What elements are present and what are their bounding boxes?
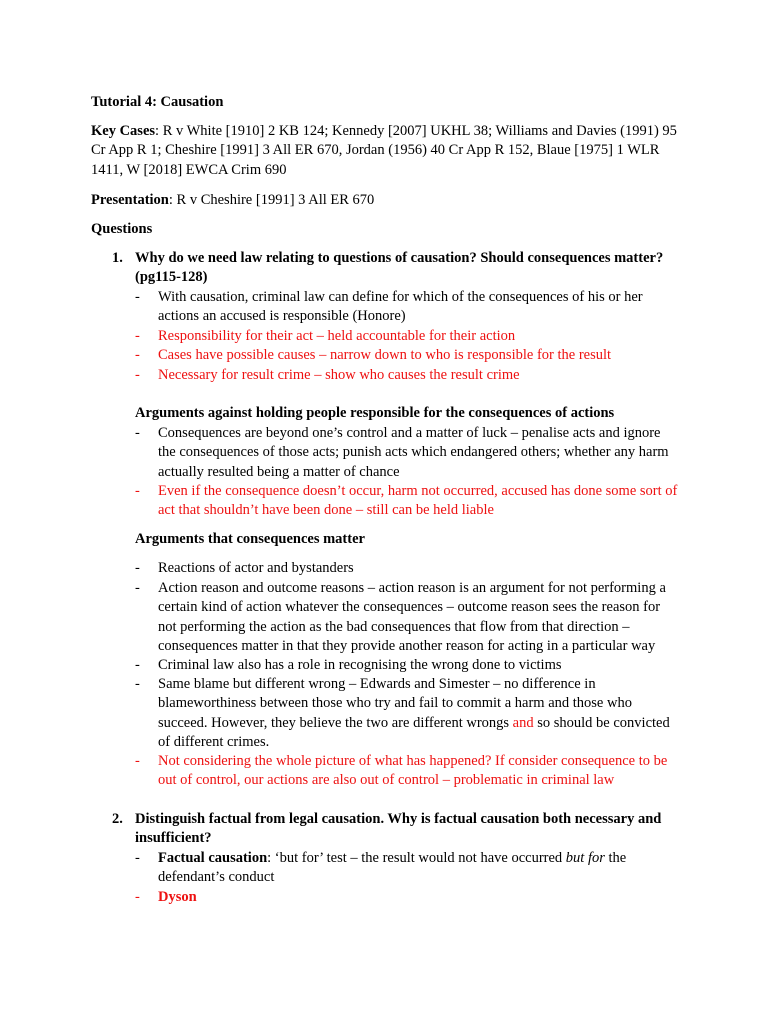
same-blame-tail: so should be convicted of different crimes. [158,714,670,751]
presentation [91,191,691,210]
questions-heading: Questions [91,221,153,237]
bullet-dash: - [135,483,140,499]
bullet-dash: - [135,560,140,576]
factual-causation-label: Factual causation [158,850,268,866]
question-number: 1. [112,250,123,266]
same-blame-text: Same blame but different wrong – Edwards and Simester – no difference in blameworthiness between those who try and fail to commit a harm and those who succeed. However, they believe the two are different wrongs [158,676,632,731]
list-item-text: Criminal law also has a role in recognising the wrong done to victims [158,657,562,673]
list-item-text: Dyson [158,889,197,905]
same-blame-highlight: and [512,714,534,731]
presentation-text: : R v Cheshire [1991] 3 All ER 670 [168,192,375,208]
page-title: Tutorial 4: Causation [91,94,224,110]
factual-causation-text: : ‘but for’ test – the result would not have occurred [267,850,566,866]
key-cases-text: : R v White [1910] 2 KB 124; Kennedy [2007] UKHL 38; Williams and Davies (1991) 95 Cr App R 1; Cheshire [1991] 3 All ER 670, Jordan (1956) 40 Cr App R 152, Blaue [1975] 1 WLR 1411, W [2018] EWCA Crim 690 [91,123,677,178]
key-cases [91,122,691,180]
list-item-text: Necessary for result crime – show who causes the result crime [158,367,520,383]
list-item-text: Action reason and outcome reasons – action reason is an argument for not performing a certain kind of action whatever the consequences – outcome reason sees the reason for not performing the action as the bad consequences that flow from that direction – consequences matter in that they provide another reason for acting in a particular way [158,580,666,655]
bullet-dash: - [135,889,140,905]
list-item-text [158,849,680,888]
bullet-dash: - [135,657,140,673]
bullet-dash: - [135,850,140,866]
list-item-text: Even if the consequence doesn’t occur, harm not occurred, accused has done some sort of act that shouldn’t have been done – still can be held liable [158,483,678,519]
factual-causation-italic: but for [565,850,605,866]
list-item-text: Not considering the whole picture of what has happened? If consider consequence to be out of control, our actions are also out of control – problematic in criminal law [158,753,668,789]
question-text: Distinguish factual from legal causation. Why is factual causation both necessary and insufficient? [135,811,662,847]
bullet-dash: - [135,676,140,692]
bullet-dash: - [135,580,140,596]
question-text: Why do we need law relating to questions of causation? Should consequences matter? (pg115-128) [135,250,664,286]
list-item-text: With causation, criminal law can define for which of the consequences of his or her actions an accused is responsible (Honore) [158,289,643,325]
bullet-dash: - [135,753,140,769]
list-item-text: Responsibility for their act – held accountable for their action [158,328,516,344]
bullet-dash: - [135,425,140,441]
list-item-text: Cases have possible causes – narrow down to who is responsible for the result [158,347,612,363]
list-item-text [158,675,680,753]
section-heading-matter: Arguments that consequences matter [135,531,365,547]
bullet-dash: - [135,328,140,344]
section-heading-against: Arguments against holding people responsible for the consequences of actions [135,405,615,421]
bullet-dash: - [135,367,140,383]
factual-causation-tail: the defendant’s conduct [158,850,627,886]
list-item-text: Reactions of actor and bystanders [158,560,354,576]
bullet-dash: - [135,347,140,363]
presentation-label: Presentation [91,192,169,208]
bullet-dash: - [135,289,140,305]
question-number: 2. [112,811,123,827]
key-cases-label: Key Cases [91,123,156,139]
list-item-text: Consequences are beyond one’s control and a matter of luck – penalise acts and ignore the consequences of those acts; punish acts which endangered others; whether any harm actually resulted being a matter of chance [158,425,669,480]
